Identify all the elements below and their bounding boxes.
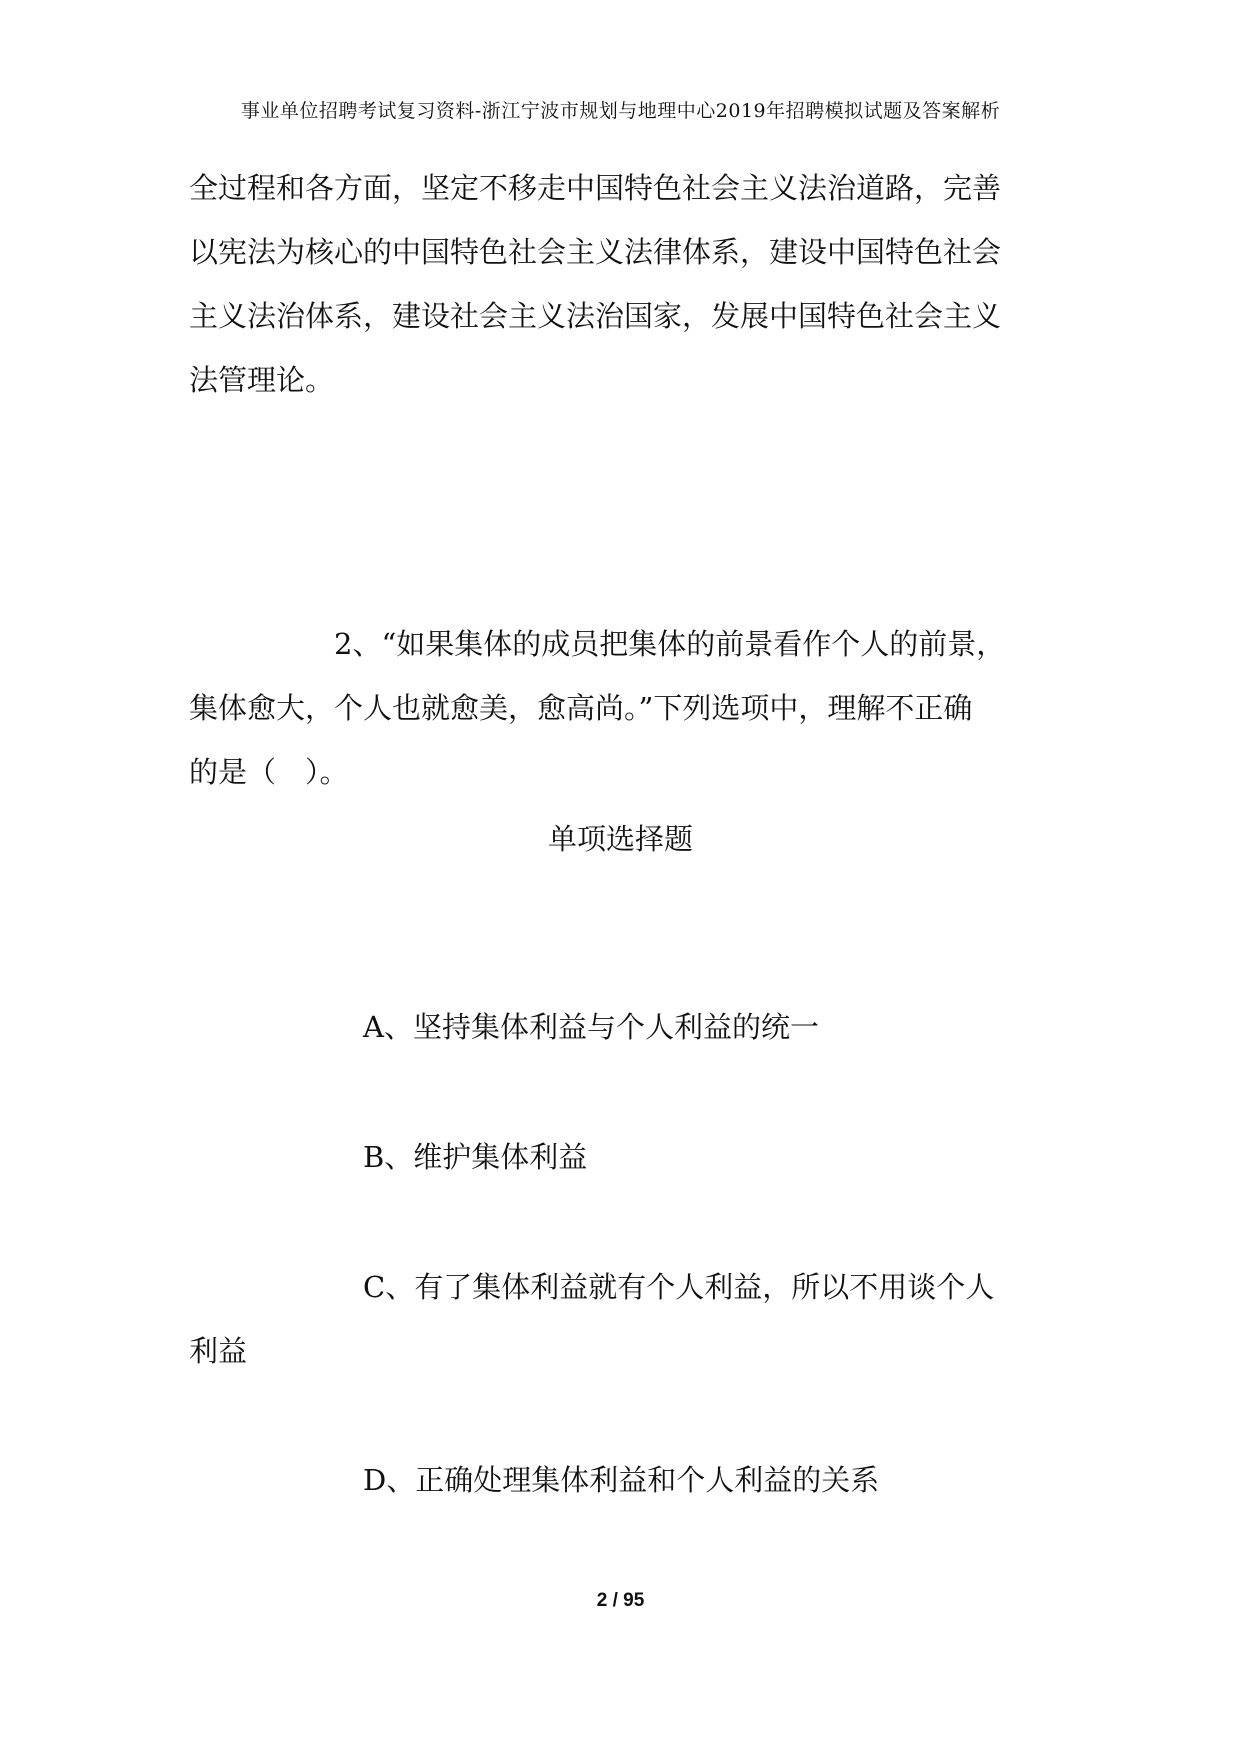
previous-answer-paragraph	[189, 156, 1069, 412]
page-number: 2 / 95	[596, 1590, 645, 1611]
option-c-text-continued: 利益	[189, 1334, 248, 1368]
option-b-text: B、维护集体利益	[363, 1140, 588, 1174]
option-a	[189, 995, 1069, 1059]
question-stem	[189, 612, 1069, 804]
option-c	[189, 1255, 1069, 1383]
option-d	[189, 1448, 1069, 1512]
question-type-label: 单项选择题	[547, 822, 693, 856]
text-line: 法管理论。	[189, 363, 335, 397]
option-d-text: D、正确处理集体利益和个人利益的关系	[363, 1463, 880, 1497]
text-line: 主义法治体系，建设社会主义法治国家，发展中国特色社会主义	[189, 299, 1002, 333]
text-line: 全过程和各方面，坚定不移走中国特色社会主义法治道路，完善	[189, 171, 1002, 205]
option-c-text: C、有了集体利益就有个人利益，所以不用谈个人	[363, 1270, 995, 1304]
option-b	[189, 1125, 1069, 1189]
text-line: 以宪法为核心的中国特色社会主义法律体系，建设中国特色社会	[189, 235, 1002, 269]
question-line: 2、“如果集体的成员把集体的前景看作个人的前景，	[334, 627, 1006, 661]
question-line: 集体愈大，个人也就愈美，愈高尚。”下列选项中，理解不正确	[189, 691, 973, 725]
question-line: 的是（ ）。	[189, 755, 349, 789]
option-a-text: A、坚持集体利益与个人利益的统一	[363, 1010, 819, 1044]
page-header-title: 事业单位招聘考试复习资料-浙江宁波市规划与地理中心2019年招聘模拟试题及答案解析	[240, 100, 1001, 122]
